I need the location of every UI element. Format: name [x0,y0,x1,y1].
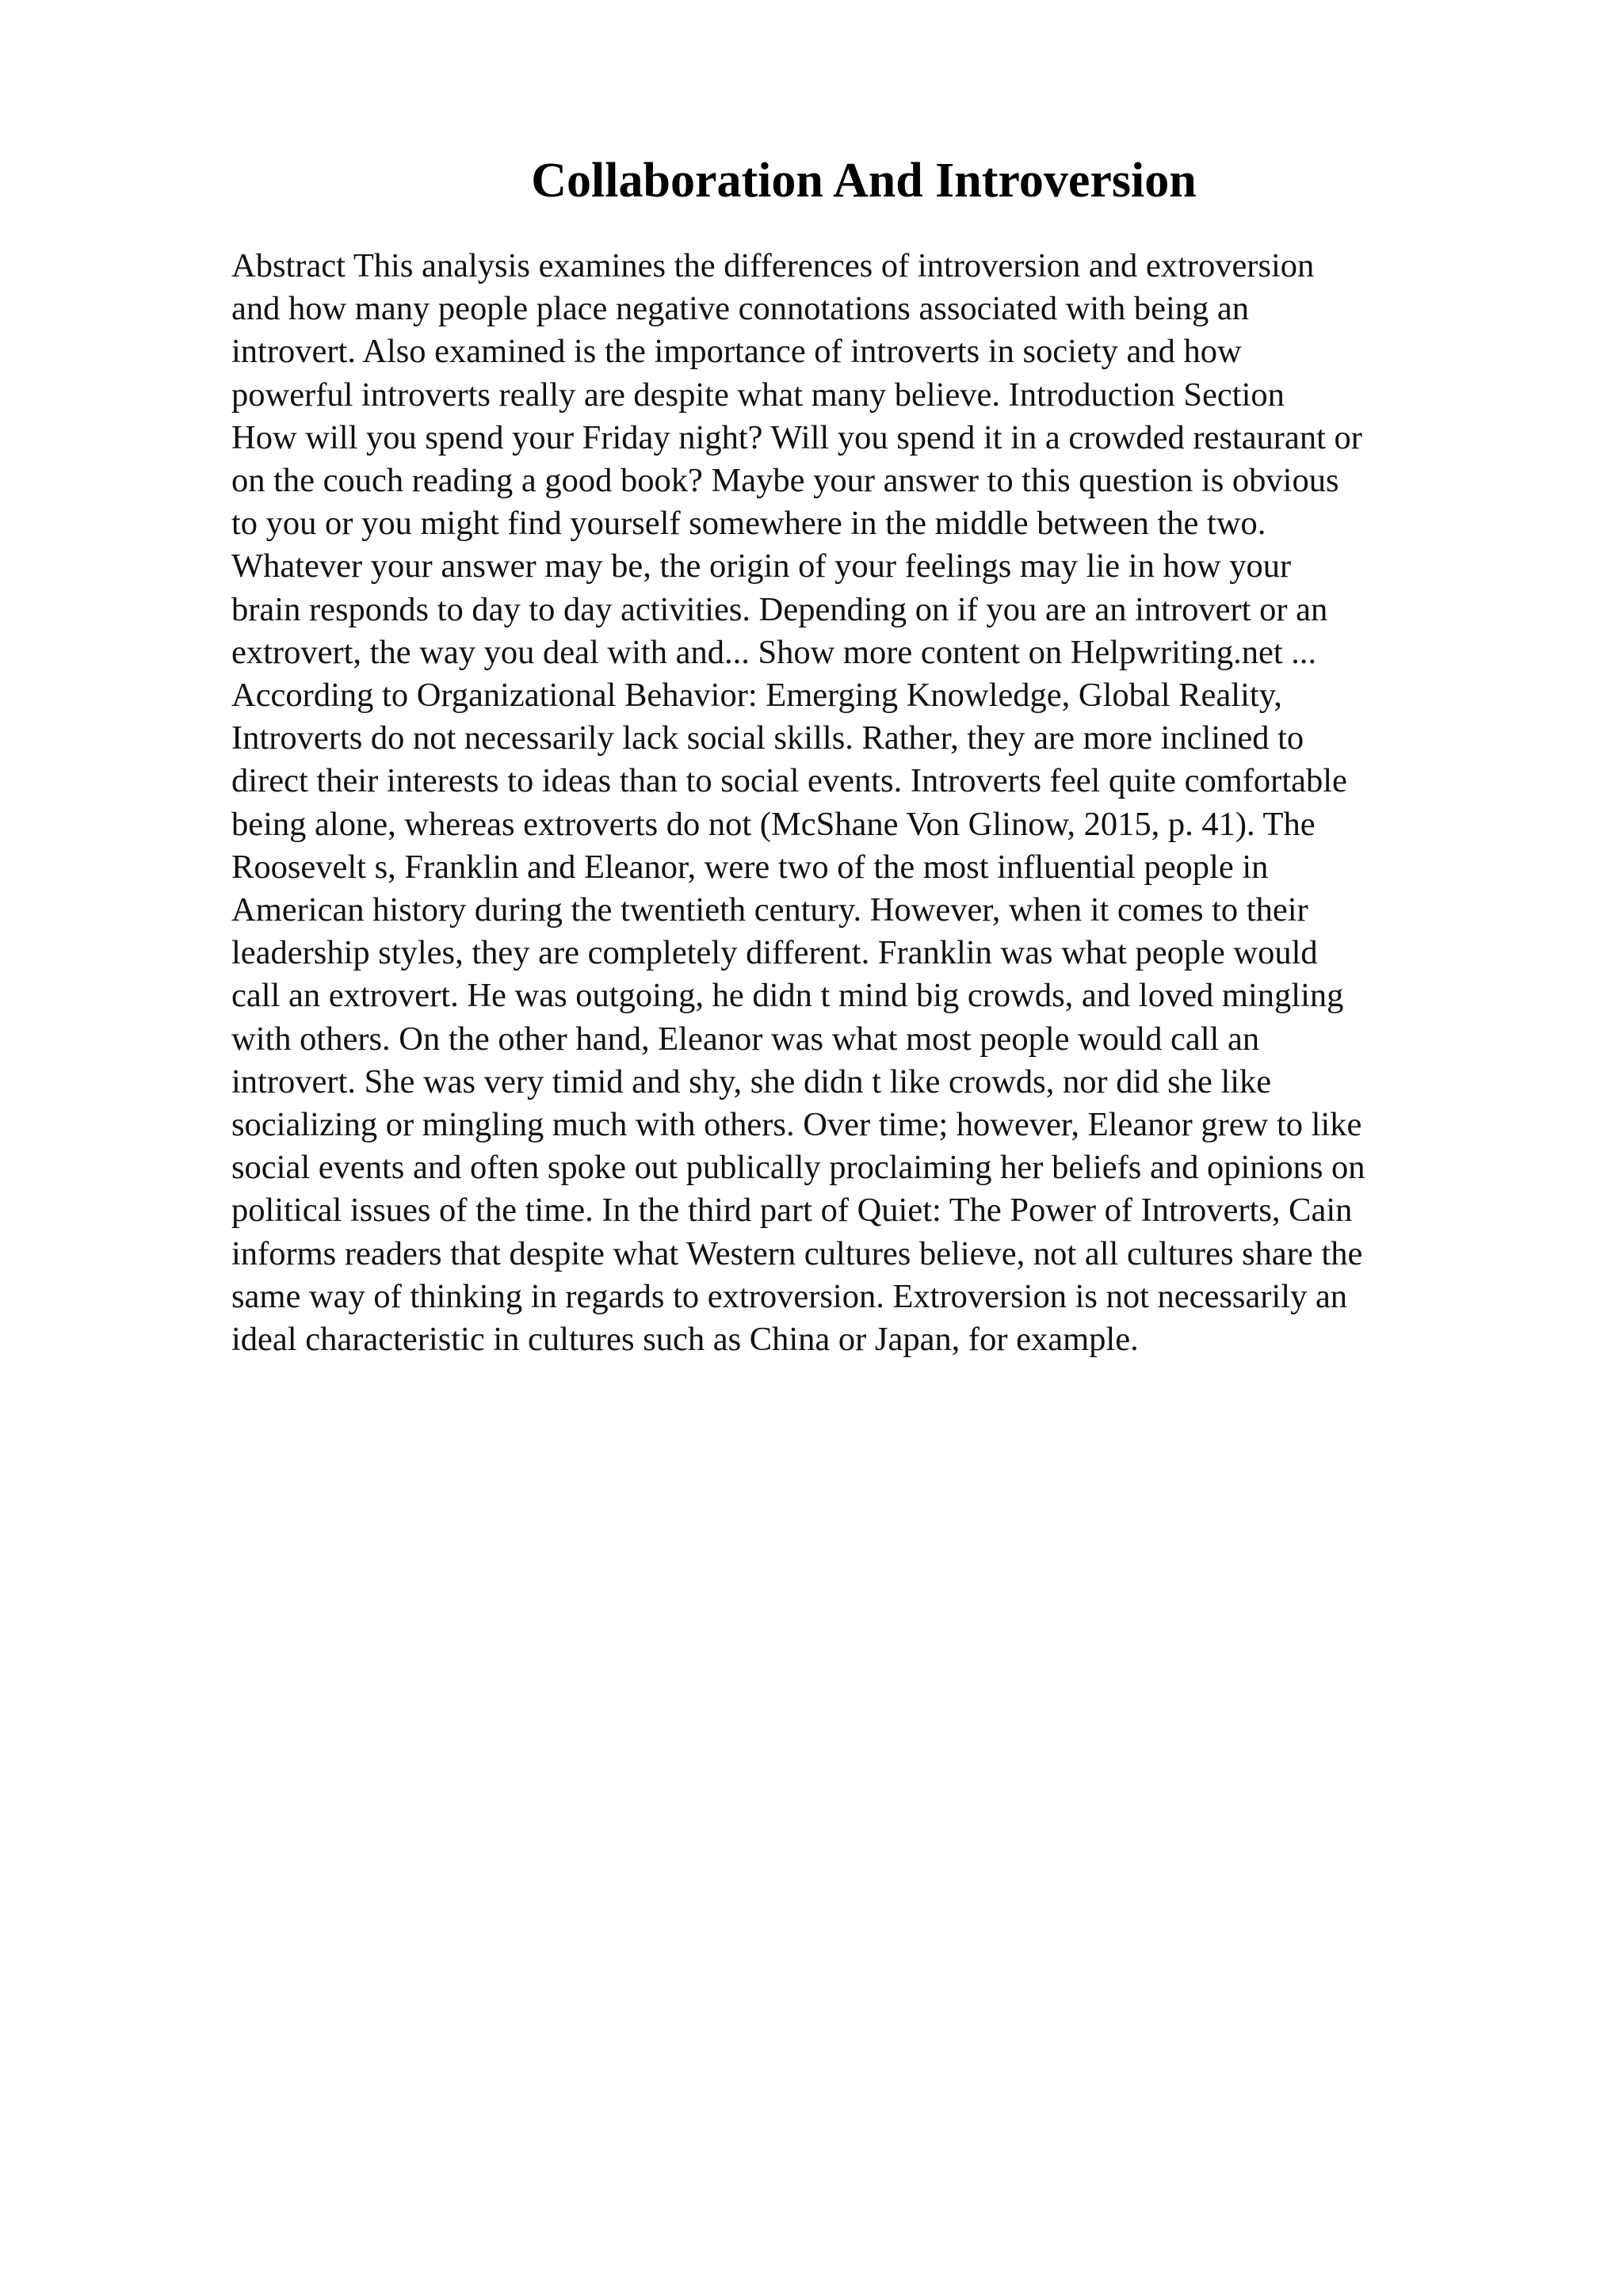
body-line: How will you spend your Friday night? Will you spend it in a crowded restaurant or [231,418,1362,456]
body-line: American history during the twentieth century. However, when it comes to their [231,891,1308,929]
body-line: social events and often spoke out publically proclaiming her beliefs and opinions on [231,1149,1365,1187]
body-line: political issues of the time. In the third part of Quiet: The Power of Introverts, Cain [231,1192,1353,1230]
body-line: direct their interests to ideas than to social events. Introverts feel quite comfortable [231,762,1347,800]
body-line: being alone, whereas extroverts do not (McShane Von Glinow, 2015, p. 41). The [231,805,1316,843]
body-line: and how many people place negative connotations associated with being an [231,290,1250,328]
body-line: Introverts do not necessarily lack social skills. Rather, they are more inclined to [231,719,1304,757]
body-line: introvert. Also examined is the importance of introverts in society and how [231,333,1242,371]
body-line: with others. On the other hand, Eleanor was what most people would call an [231,1020,1260,1058]
body-line: Whatever your answer may be, the origin of your feelings may lie in how your [231,547,1292,585]
document-title: Collaboration And Introversion [531,154,1197,208]
body-line: informs readers that despite what Western cultures believe, not all cultures share the [231,1234,1363,1272]
document-body [231,245,1491,1361]
body-line: introvert. She was very timid and shy, she didn t like crowds, nor did she like [231,1062,1272,1100]
body-line: ideal characteristic in cultures such as China or Japan, for example. [231,1321,1139,1359]
body-line: brain responds to day to day activities. Depending on if you are an introvert or an [231,590,1328,628]
body-line: powerful introverts really are despite what many believe. Introduction Section [231,376,1285,414]
body-line: According to Organizational Behavior: Emerging Knowledge, Global Reality, [231,677,1282,715]
body-line: Abstract This analysis examines the differences of introversion and extroversion [231,247,1315,284]
body-line: on the couch reading a good book? Maybe your answer to this question is obvious [231,462,1339,500]
body-line: to you or you might find yourself somewhere in the middle between the two. [231,505,1266,543]
body-line: call an extrovert. He was outgoing, he didn t mind big crowds, and loved mingling [231,977,1344,1015]
body-line: extrovert, the way you deal with and... Show more content on Helpwriting.net ... [231,633,1317,671]
body-line: same way of thinking in regards to extroversion. Extroversion is not necessarily an [231,1277,1348,1315]
body-line: socializing or mingling much with others. Over time; however, Eleanor grew to like [231,1106,1362,1144]
body-line: leadership styles, they are completely different. Franklin was what people would [231,934,1318,972]
body-line: Roosevelt s, Franklin and Eleanor, were two of the most influential people in [231,848,1269,886]
